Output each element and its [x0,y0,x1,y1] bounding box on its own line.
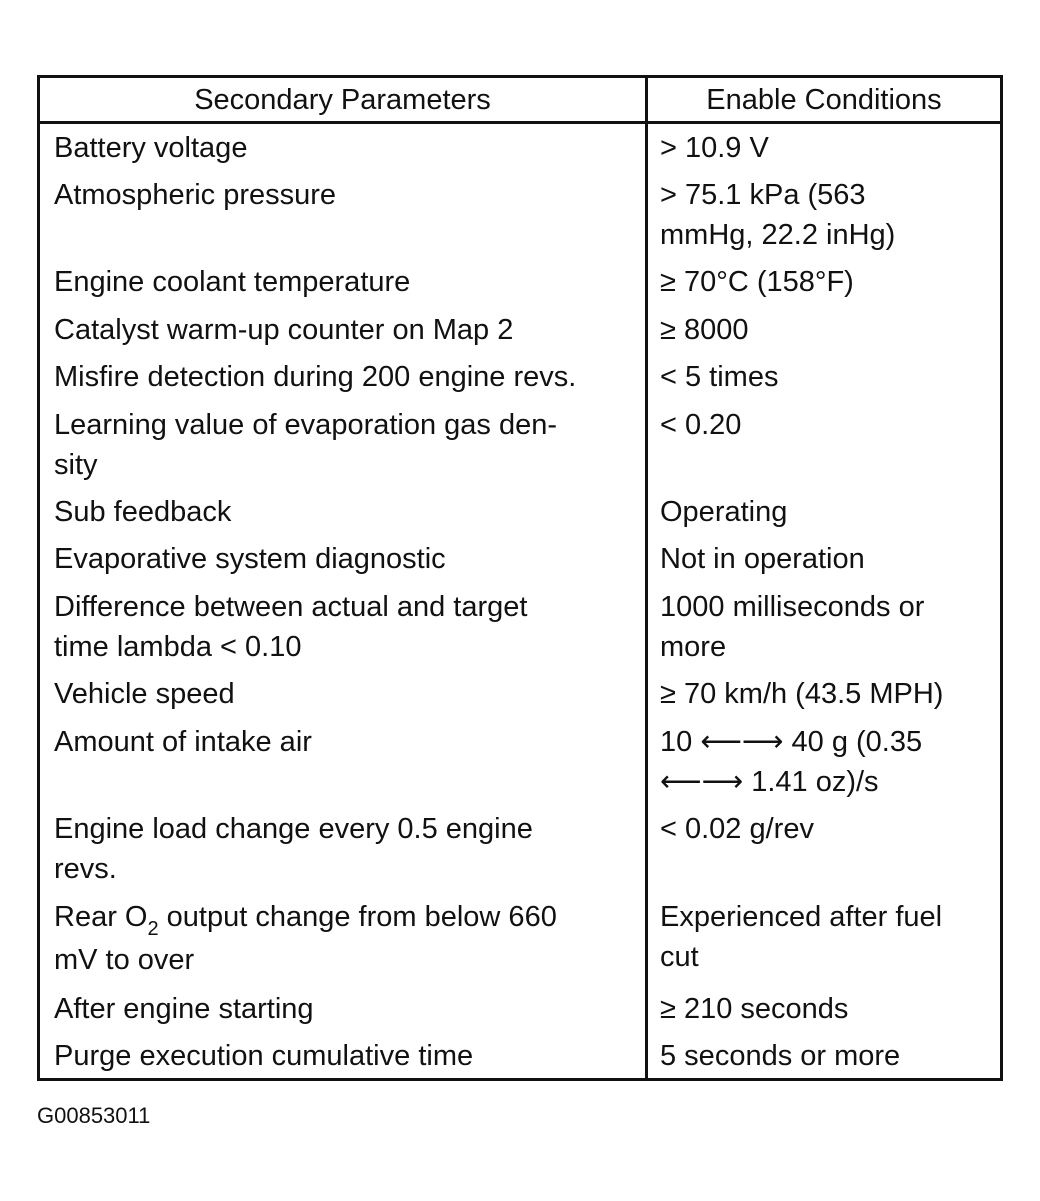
parameter-cell: Atmospheric pressure [54,179,337,211]
header-secondary-parameters: Secondary Parameters [194,84,491,116]
table-row [40,535,1000,583]
parameter-cell: Battery voltage [54,132,248,164]
header-enable-conditions: Enable Conditions [706,84,942,116]
table-row [40,258,1000,306]
table-row [40,171,1000,258]
figure-id: G00853011 [37,1103,151,1128]
subscript-2: 2 [147,918,159,940]
parameter-cell: Engine load change every 0.5 engine revs. [54,813,533,885]
condition-cell: 10 ⟵⟶ 40 g (0.35 ⟵⟶ 1.41 oz)/s [660,726,923,798]
condition-cell: ≥ 70°C (158°F) [660,266,854,298]
condition-cell: < 0.02 g/rev [660,813,814,845]
condition-cell: < 5 times [660,361,779,393]
condition-cell: < 0.20 [660,409,742,441]
enable-conditions-table [37,75,1003,1081]
table-row [40,985,1000,1032]
parameter-prefix: Rear O [54,901,148,933]
condition-cell: 5 seconds or more [660,1040,901,1072]
parameter-cell: Catalyst warm-up counter on Map 2 [54,314,514,346]
condition-cell: Operating [660,496,788,528]
table-row [40,670,1000,718]
table-row [40,124,1000,171]
parameter-cell: Learning value of evaporation gas den- sity [54,409,558,481]
condition-cell: Experienced after fuel cut [660,901,943,973]
table-row [40,488,1000,535]
table-row [40,805,1000,893]
condition-cell: ≥ 8000 [660,314,749,346]
table-row [40,306,1000,353]
table-row [40,1032,1000,1080]
parameter-cell: Purge execution cumulative time [54,1040,474,1072]
condition-cell: ≥ 210 seconds [660,993,849,1025]
table-body [40,124,1000,1080]
parameter-cell: Difference between actual and target time lambda < 0.10 [54,591,528,663]
parameter-cell: Misfire detection during 200 engine revs. [54,361,577,393]
parameter-cell: Amount of intake air [54,726,312,758]
table-row [40,583,1000,670]
table-header-row [40,78,1000,124]
table-row [40,353,1000,401]
condition-cell: Not in operation [660,543,865,575]
parameter-cell: Evaporative system diagnostic [54,543,446,575]
table-row [40,893,1000,985]
parameter-cell: After engine starting [54,993,314,1025]
parameter-cell [54,897,639,980]
condition-cell: > 10.9 V [660,132,769,164]
parameter-cell: Sub feedback [54,496,232,528]
condition-cell: > 75.1 kPa (563 mmHg, 22.2 inHg) [660,179,896,251]
parameter-suffix: output change from below 660 mV to over [54,901,557,976]
parameter-cell: Vehicle speed [54,678,235,710]
parameter-cell: Engine coolant temperature [54,266,411,298]
table-row [40,718,1000,805]
condition-cell: ≥ 70 km/h (43.5 MPH) [660,678,944,710]
table-row [40,401,1000,488]
condition-cell: 1000 milliseconds or more [660,591,925,663]
